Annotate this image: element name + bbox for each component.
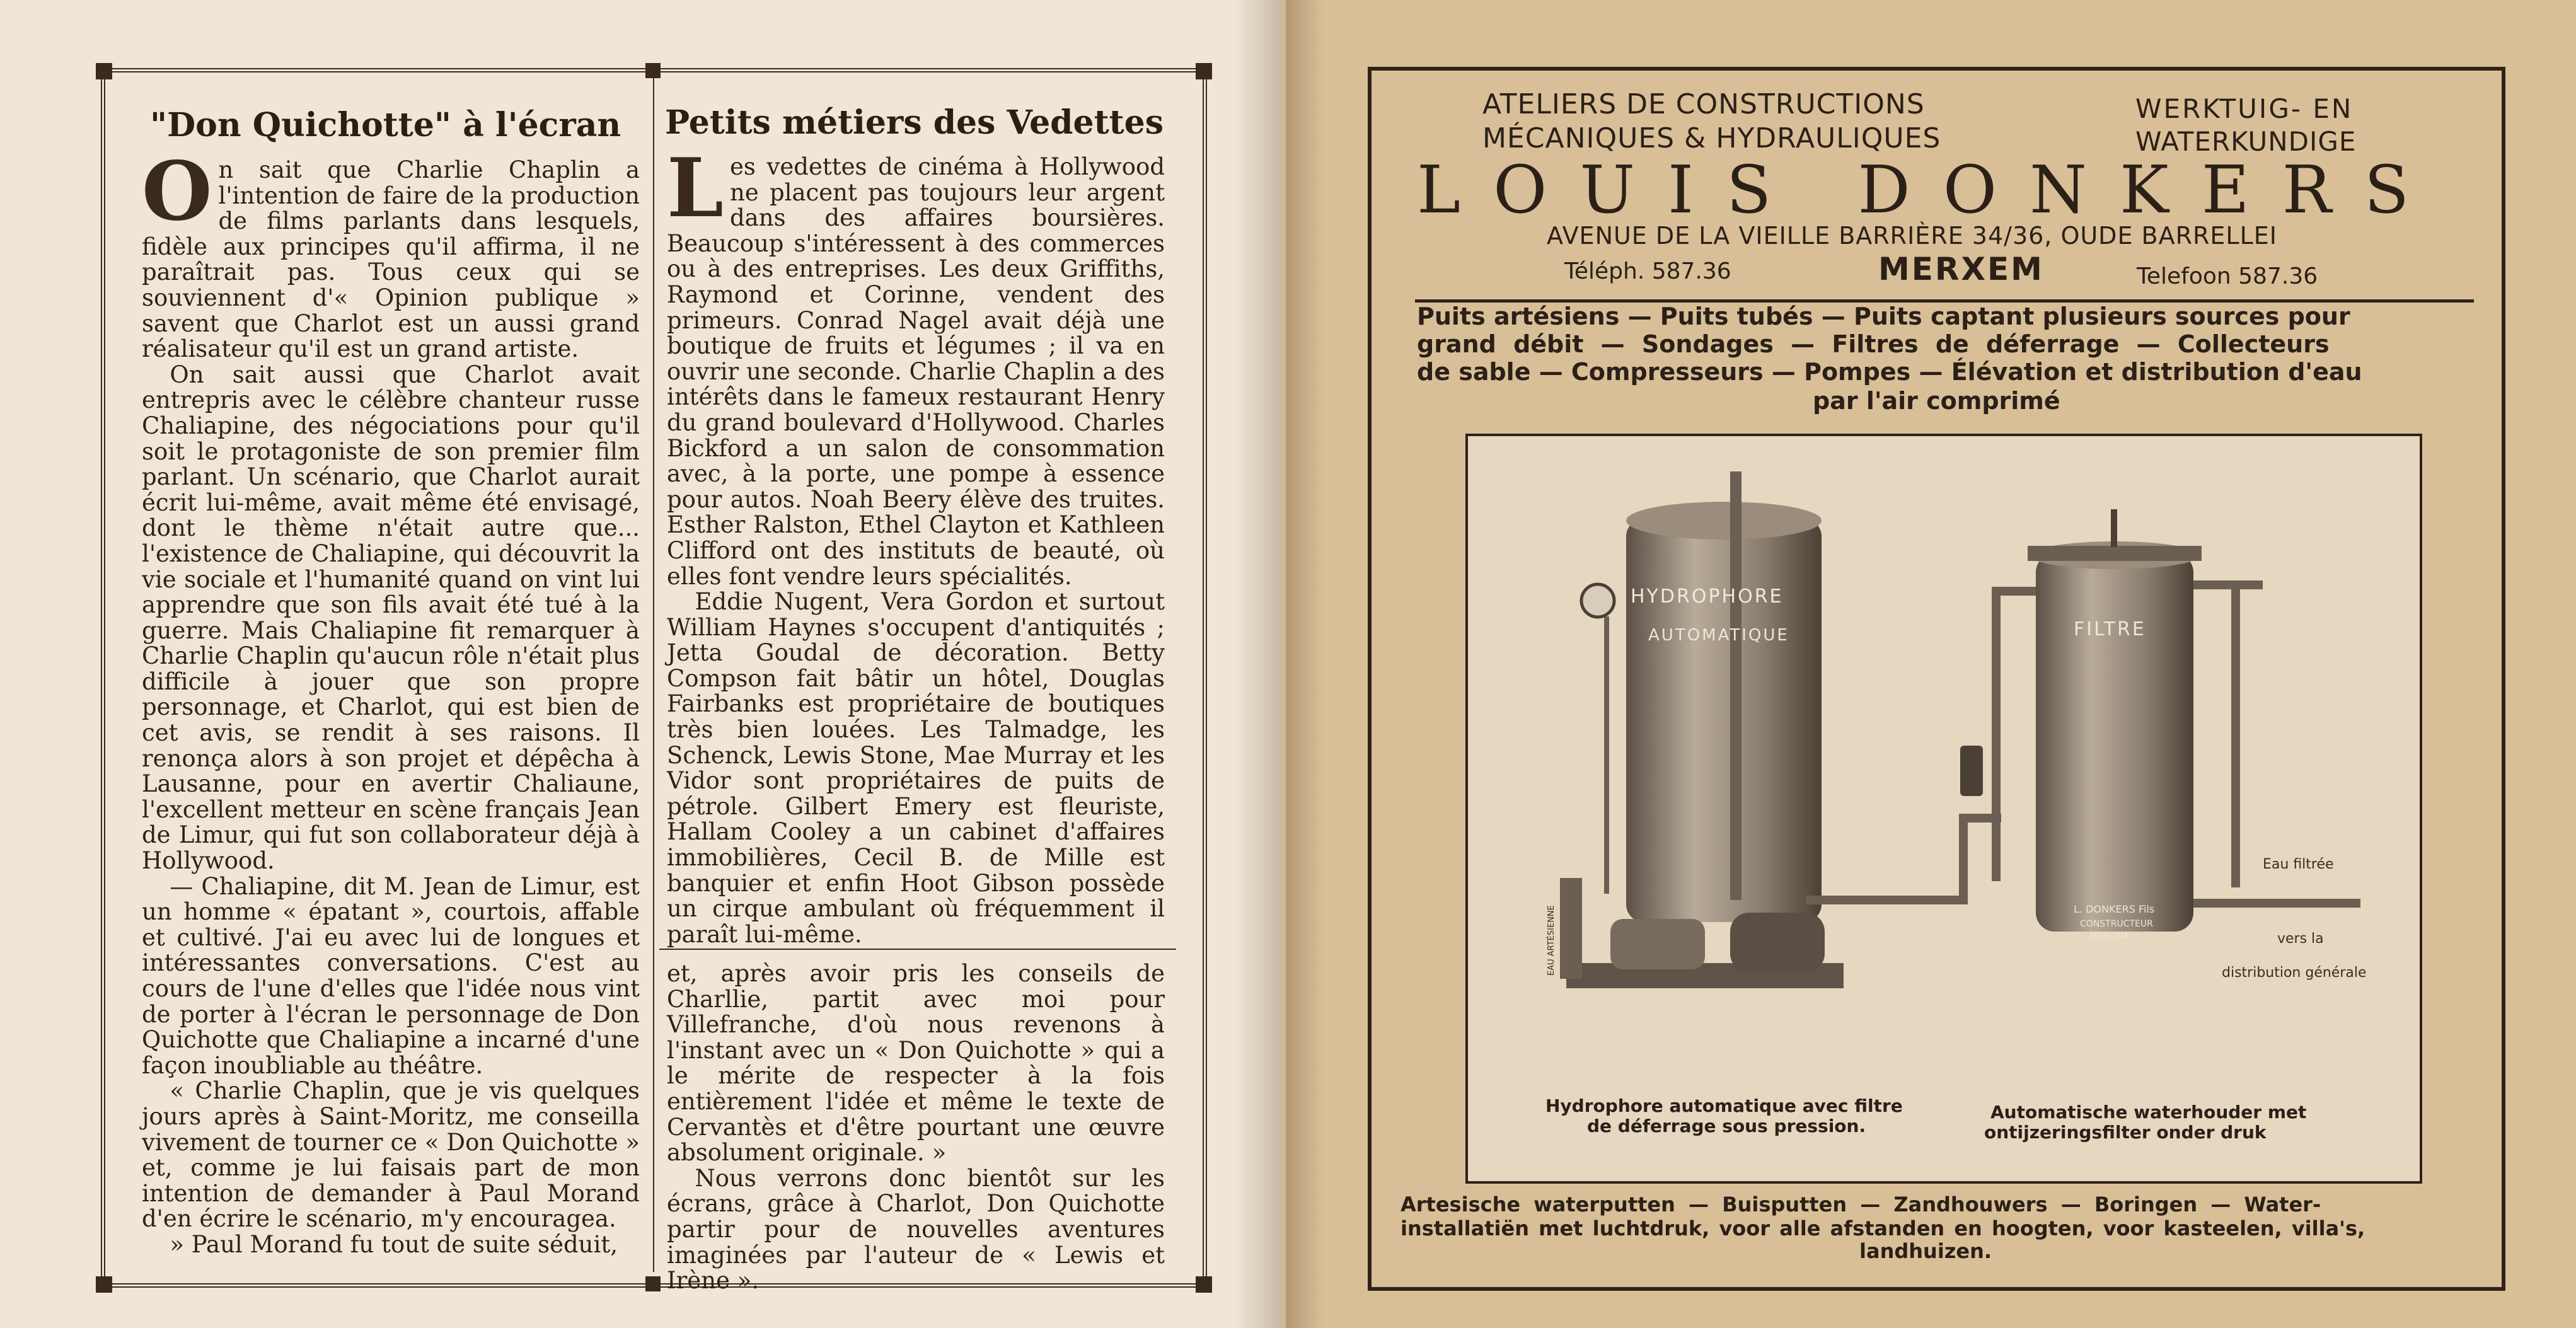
services-dutch-line-3: landhuizen. <box>1859 1239 1992 1263</box>
paragraph: n sait que Charlie Chaplin a l'intention de faire de la production de films parlants dans lesquels, fidèle aux principes qu'il affirma, il ne paraîtrait pas. Tous ceux qui se souviennent d'« Opinion publique » savent que Charlot est un aussi grand réalisateur qu'il est un grand artiste. <box>142 156 640 363</box>
gauge-pipe <box>1604 616 1609 894</box>
phone-dutch: Telefoon 587.36 <box>2137 263 2318 289</box>
frame-corner-ornament <box>1196 1276 1212 1293</box>
services-french-line-2: grand débit — Sondages — Filtres de déferrage — Collecteurs <box>1417 330 2330 358</box>
caption-french-line-2: de déferrage sous pression. <box>1587 1116 1866 1136</box>
company-address: AVENUE DE LA VIEILLE BARRIÈRE 34/36, OUDE BARRELLEI <box>1547 222 2277 250</box>
maker-plate-line-2: CONSTRUCTEUR <box>2080 919 2153 929</box>
pipe-label-vers-la: vers la <box>2277 931 2324 947</box>
header-right-line-1: WERKTUIG- EN <box>2135 93 2354 124</box>
paragraph: On sait aussi que Charlot avait entrepris avec le célèbre chanteur russe Chaliapine, des négociations pour qu'il soit le protagoniste de son premier film parlant. Un scénario, que Charlot aurait écrit lui-même, avait même été envisagé, dont le thème n'était autre que... l'existence de Chaliapine, qui découvrit la vie sociale et l'humanité quand on vint lui apprendre que son fils avait été tué à la guerre. Mais Chaliapine fit remarquer à Charlie Chaplin qu'aucun rôle n'était plus difficile à jouer que son propre personnage, et Charlot, qui est bien de cet avis, se rendit à ses raisons. Il renonça alors à son projet et dépêcha à Lausanne, pour en avertir Chaliaune, l'excellent metteur en scène français Jean de Limur, qui fut son collaborateur déjà à Hollywood. <box>142 361 640 875</box>
paragraph: « Charlie Chaplin, que je vis quelques jours après à Saint-Moritz, me conseilla vivement de tourner ce « Don Quichotte » et, comme je lui faisais part de mon intention de demander à Paul Morand d'en écrire le scénario, m'y encouragea. <box>142 1077 640 1233</box>
maker-plate-line-1: L. DONKERS Fils <box>2074 903 2155 915</box>
caption-dutch-line-2: ontijzeringsfilter onder druk <box>1984 1122 2267 1143</box>
article-continuation <box>667 960 1165 1295</box>
paragraph: » Paul Morand fu tout de suite séduit, <box>170 1230 618 1258</box>
side-label: EAU ARTÉSIENNE <box>1547 905 1556 976</box>
maker-plate-line-3: MERXEM <box>2089 932 2128 942</box>
company-name: LOUIS DONKERS <box>1417 151 2442 228</box>
tank-label-hydrophore: HYDROPHORE <box>1631 586 1784 608</box>
tank-label-filtre: FILTRE <box>2074 618 2146 640</box>
drop-cap: O <box>142 144 212 239</box>
hydrophore-tank <box>1626 502 1822 922</box>
tank-label-automatique: AUTOMATIQUE <box>1648 626 1789 645</box>
frame-corner-ornament <box>96 1276 112 1293</box>
paragraph: es vedettes de cinéma à Hollywood ne placent pas toujours leur argent dans des affaires boursières. Beaucoup s'intéressent à des commerces ou à des entreprises. Les deux Griffiths, Raymond et Corinne, vendent des primeurs. Conrad Nagel avait déjà une boutique de fruits et légumes ; il va en ouvrir une seconde. Charlie Chaplin a des intérêts dans le fameux restaurant Henry du grand boulevard d'Hollywood. Charles Bickford a un salon de consommation avec, à la porte, une pompe à essence pour autos. Noah Beery élève des truites. Esther Ralston, Ethel Clayton et Kathleen Clifford ont des instituts de beauté, où elles font vendre leurs spécialités. <box>667 153 1165 590</box>
pipe-label-distribution: distribution générale <box>2222 965 2367 981</box>
connecting-pipe <box>1806 818 2001 900</box>
caption-dutch-line-1: Automatische waterhouder met <box>1990 1102 2307 1123</box>
services-french-line-4: par l'air comprimé <box>1813 387 2060 415</box>
article-separator <box>659 949 1176 950</box>
header-right-line-2: WATERKUNDIGE <box>2135 126 2357 157</box>
riser-pipe <box>1730 471 1741 900</box>
caption-french-line-1: Hydrophore automatique avec filtre <box>1545 1095 1903 1116</box>
drop-cap: L <box>667 141 724 236</box>
equipment-illustration <box>1465 434 2422 1184</box>
filter-tank <box>2028 509 2202 932</box>
services-french-line-1: Puits artésiens — Puits tubés — Puits captant plusieurs sources pour <box>1417 303 2350 330</box>
outlet-pipe <box>2231 585 2240 887</box>
paragraph: Eddie Nugent, Vera Gordon et surtout William Haynes s'occupent d'antiquités ; Jetta Goudal de décoration. Betty Compson fait bâtir un hôtel, Douglas Fairbanks est propriétaire de boutiques très bien louées. Les Talmadge, les Schenck, Lewis Stone, Mae Murray et les Vidor sont propriétaires de puits de pétrole. Gilbert Emery est fleuriste, Hallam Cooley a un cabinet d'affaires immobilières, Cecil B. de Mille est banquier et enfin Hoot Gibson possède un cirque ambulant où fréquemment il paraît lui-même. <box>667 588 1165 948</box>
inlet-pipe <box>1992 591 2001 881</box>
frame-corner-ornament <box>96 63 112 79</box>
valve-icon <box>1960 746 1983 796</box>
column-separator <box>653 74 654 1272</box>
header-left-line-2: MÉCANIQUES & HYDRAULIQUES <box>1482 122 1941 154</box>
services-dutch-line-2: installatiën met luchtdruk, voor alle afstanden en hoogten, voor kasteelen, villa's, <box>1401 1216 2365 1240</box>
paragraph: — Chaliapine, dit M. Jean de Limur, est un homme « épatant », courtois, affable et cultivé. J'ai eu avec lui de longues et intéressantes conversations. C'est au cours de l'une d'elles que l'idée nous vint de porter à l'écran le personnage de Don Quichotte que Chaliapine a incarné d'une façon inoubliable au théâtre. <box>142 872 640 1079</box>
article-title-don-quichotte: "Don Quichotte" à l'écran <box>150 106 621 144</box>
article-title-petits-metiers: Petits métiers des Vedettes <box>665 103 1164 142</box>
phone-french: Téléph. 587.36 <box>1564 258 1731 284</box>
pipe-label-eau-filtree: Eau filtrée <box>2263 857 2334 872</box>
article-body-don-quichotte <box>142 144 640 1270</box>
paragraph: et, après avoir pris les conseils de Charllie, partit avec moi pour Villefranche, d'où nous revenons à l'instant avec un « Don Quichotte » qui a le mérite de respecter à la fois entièrement l'idée et même le texte de Cervantès et d'être pourtant une œuvre absolument originale. » <box>667 960 1165 1167</box>
frame-corner-ornament <box>645 1276 661 1291</box>
city-name: MERXEM <box>1878 251 2044 287</box>
header-left-line-1: ATELIERS DE CONSTRUCTIONS <box>1482 88 1925 120</box>
services-dutch-line-1: Artesische waterputten — Buisputten — Zandhouwers — Boringen — Water- <box>1401 1192 2321 1216</box>
paragraph: Nous verrons donc bientôt sur les écrans, grâce à Charlot, Don Quichotte partir pour de nouvelles aventures imaginées par l'auteur de « Lewis et Irène ». <box>667 1164 1165 1295</box>
frame-corner-ornament <box>1196 63 1212 79</box>
article-body-petits-metiers <box>667 141 1165 948</box>
services-french-line-3: de sable — Compresseurs — Pompes — Élévation et distribution d'eau <box>1417 358 2362 386</box>
pressure-gauge-icon <box>1581 584 1614 617</box>
